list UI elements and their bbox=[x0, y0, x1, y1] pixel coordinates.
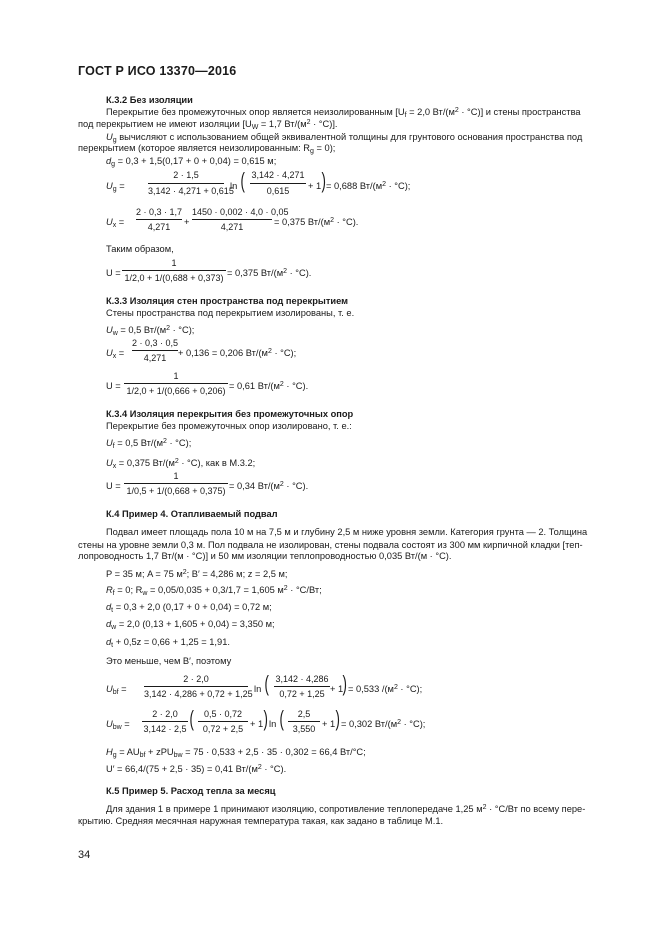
paragraph-line: лопроводность 1,7 Вт/(м · °С)] и 50 мм изоляции теплопроводностью 0,035 Вт/(м · °С). bbox=[78, 551, 452, 561]
ln-operator: ln bbox=[230, 181, 238, 191]
fraction-bar bbox=[132, 350, 178, 351]
formula-line: $d_t + 0,5z = 0,66 + 1,25 = 1,91$. bbox=[106, 637, 230, 649]
fraction-numerator: 3,142 · 4,286 bbox=[275, 674, 329, 684]
formula-ux-lhs: $U_x$ = bbox=[106, 348, 125, 360]
paragraph-line: крытию. Средняя месячная наружная температура такая, как задано в таблице М.1. bbox=[78, 816, 444, 826]
page-number: 34 bbox=[78, 849, 91, 861]
formula-uf: $U_f = 0,5$ $Вт/(м^2 \cdot ^\circ С)$; bbox=[106, 438, 192, 450]
fraction-denominator: 3,550 bbox=[292, 724, 316, 734]
fraction-denominator: 4,271 bbox=[147, 222, 171, 232]
fraction-bar bbox=[142, 721, 188, 722]
paragraph-line: $U_g$ вычисляют с использованием общей эквивалентной толщины для грунтового основания пространства под bbox=[106, 132, 583, 144]
fraction-numerator: 1 bbox=[171, 258, 177, 268]
fraction-numerator: 2 · 1,5 bbox=[173, 170, 199, 180]
formula-dg: $d_g = 0,3 + 1,5(0,17 + 0 + 0,04) = 0,615$ м; bbox=[106, 156, 277, 168]
formula-hg: $H_g = AU_{bf} + zPU_{bw} = 75 \cdot 0,533 + 2,5 \cdot 35 \cdot 0,302 = 66,4$ Вт/°С; bbox=[106, 747, 366, 759]
formula-result: + 0,136 = 0,206 $Вт/(м^2 \cdot ^\circ С)$; bbox=[178, 348, 297, 358]
paragraph-line: Таким образом, bbox=[106, 244, 174, 254]
ln-operator: ln bbox=[254, 684, 262, 694]
fraction-numerator: 1 bbox=[173, 371, 179, 381]
paragraph-line: Это меньше, чем B′, поэтому bbox=[106, 656, 232, 666]
fraction-numerator: 0,5 · 0,72 bbox=[203, 709, 243, 719]
formula-uprime: U′ = 66,4/(75 + 2,5 · 35) = 0,41 $Вт/(м^2 \cdot ^\circ С)$. bbox=[106, 764, 287, 774]
section-heading-k34: К.3.4 Изоляция перекрытия без промежуточных опор bbox=[106, 409, 354, 419]
fraction-numerator: 1450 · 0,002 · 4,0 · 0,05 bbox=[192, 207, 289, 217]
paragraph-line: Стены пространства под перекрытием изолированы, т. е. bbox=[106, 308, 355, 318]
fraction-numerator: 2 · 0,3 · 1,7 bbox=[136, 207, 183, 217]
fraction-bar bbox=[124, 383, 228, 384]
paragraph-line: Подвал имеет площадь пола 10 м на 7,5 м и глубину 2,5 м ниже уровня земли. Категория грунта — 2. Толщина bbox=[106, 527, 588, 537]
plus-one: + 1 bbox=[250, 719, 264, 729]
formula-line: $R_f = 0$; $R_w = 0,05/0,035 + 0,3/1,7 = 1,605$ $м^2 \cdot ^\circ С/Вт$; bbox=[106, 585, 322, 597]
fraction-denominator: 4,271 bbox=[220, 222, 244, 232]
fraction-denominator: 0,72 + 2,5 bbox=[202, 724, 244, 734]
fraction-denominator: 1/2,0 + 1/(0,666 + 0,206) bbox=[126, 386, 226, 396]
fraction-bar bbox=[136, 219, 182, 220]
paren-close: ) bbox=[342, 671, 347, 696]
section-heading-k32: К.3.2 Без изоляции bbox=[106, 95, 193, 105]
paragraph-line: Для здания 1 в примере 1 принимают изоляцию, сопротивление теплопередаче 1,25 $м^2 \cdot ^\circ С/Вт$ по всему пере- bbox=[106, 804, 586, 814]
paragraph-line: стены на уровне земли 0,3 м. Пол подвала не изолирован, стены подвала состоят из 300 мм кирпичной кладки [теп- bbox=[78, 540, 583, 550]
formula-u-lhs: U = bbox=[106, 381, 121, 391]
formula-line: $d_t = 0,3 + 2,0$ (0,17 + 0 + 0,04) = 0,72 м; bbox=[106, 602, 272, 614]
fraction-numerator: 2 · 2,0 bbox=[152, 709, 178, 719]
formula-ug-lhs: $U_g$ = bbox=[106, 181, 125, 193]
plus-sign: + bbox=[184, 217, 190, 227]
fraction-denominator: 4,271 bbox=[143, 353, 167, 363]
paren-close: ) bbox=[321, 168, 326, 193]
fraction-numerator: 3,142 · 4,271 bbox=[251, 170, 305, 180]
fraction-denominator: 0,72 + 1,25 bbox=[279, 689, 325, 699]
paragraph-line: перекрытием (которое является неизолированным: $R_g = 0$); bbox=[78, 143, 336, 155]
formula-u-lhs: U = bbox=[106, 268, 121, 278]
fraction-numerator: 2 · 2,0 bbox=[183, 674, 209, 684]
fraction-denominator: 3,142 · 4,286 + 0,72 + 1,25 bbox=[144, 689, 253, 699]
plus-one: + 1 bbox=[308, 181, 322, 191]
formula-result: = 0,688 $Вт/(м^2 \cdot ^\circ С)$; bbox=[326, 181, 411, 191]
formula-ubw-lhs: $U_{bw}$ = bbox=[106, 719, 130, 731]
fraction-denominator: 0,615 bbox=[266, 186, 290, 196]
formula-result: = 0,61 $Вт/(м^2 \cdot ^\circ С)$. bbox=[229, 381, 309, 391]
fraction-bar bbox=[122, 270, 226, 271]
fraction-denominator: 3,142 · 2,5 bbox=[143, 724, 187, 734]
section-heading-k33: К.3.3 Изоляция стен пространства под перекрытием bbox=[106, 296, 349, 306]
paragraph-line: под перекрытием не имеют изоляции [$U_W = 1,7$ $Вт/(м^2 \cdot ^\circ С)$]. bbox=[78, 119, 338, 131]
fraction-numerator: 1 bbox=[173, 471, 179, 481]
formula-ux-lhs: $U_x$ = bbox=[106, 217, 125, 229]
formula-result: = 0,533 $/(м^2 \cdot ^\circ С)$; bbox=[348, 684, 423, 694]
formula-line: $d_w = 2,0$ (0,13 + 1,605 + 0,04) = 3,350 м; bbox=[106, 619, 275, 631]
formula-ubf-lhs: $U_{bf}$ = bbox=[106, 684, 127, 696]
document-header: ГОСТ Р ИСО 13370—2016 bbox=[78, 64, 237, 78]
formula-result: = 0,302 $Вт/(м^2 \cdot ^\circ С)$; bbox=[341, 719, 426, 729]
paren-close: ) bbox=[335, 706, 340, 731]
paren-open: ( bbox=[264, 671, 269, 696]
paragraph-line: Перекрытие без промежуточных опор является неизолированным [$U_f = 2,0$ $Вт/(м^2 \cdot ^\circ С)$] и стены пространства bbox=[106, 107, 581, 119]
fraction-bar bbox=[288, 721, 320, 722]
ln-operator: ln bbox=[269, 719, 277, 729]
fraction-denominator: 3,142 · 4,271 + 0,615 bbox=[148, 186, 234, 196]
formula-ux: $U_x = 0,375$ $Вт/(м^2 \cdot ^\circ С)$, как в М.3.2; bbox=[106, 458, 256, 470]
section-heading-k4: К.4 Пример 4. Отапливаемый подвал bbox=[106, 509, 278, 519]
paren-close: ) bbox=[263, 706, 268, 731]
fraction-bar bbox=[198, 721, 248, 722]
fraction-numerator: 2 · 0,3 · 0,5 bbox=[132, 338, 179, 348]
formula-result: = 0,375 $Вт/(м^2 \cdot ^\circ С)$. bbox=[274, 217, 359, 227]
paren-open: ( bbox=[240, 168, 245, 193]
fraction-bar bbox=[144, 686, 248, 687]
fraction-denominator: 1/0,5 + 1/(0,668 + 0,375) bbox=[126, 486, 226, 496]
fraction-bar bbox=[192, 219, 272, 220]
formula-u-lhs: U = bbox=[106, 481, 121, 491]
paren-open: ( bbox=[189, 706, 194, 731]
paragraph-line: Перекрытие без промежуточных опор изолировано, т. е.: bbox=[106, 421, 352, 431]
paren-open: ( bbox=[279, 706, 284, 731]
fraction-bar bbox=[274, 686, 330, 687]
fraction-numerator: 2,5 bbox=[297, 709, 311, 719]
plus-one: + 1 bbox=[322, 719, 336, 729]
fraction-bar bbox=[124, 483, 228, 484]
formula-result: = 0,34 $Вт/(м^2 \cdot ^\circ С)$. bbox=[229, 481, 309, 491]
section-heading-k5: К.5 Пример 5. Расход тепла за месяц bbox=[106, 786, 276, 796]
formula-uw: $U_w = 0,5$ $Вт/(м^2 \cdot ^\circ С)$; bbox=[106, 325, 195, 337]
formula-line: P = 35 м; A = 75 $м^2$; B′ = 4,286 м; z = 2,5 м; bbox=[106, 569, 288, 579]
plus-one: + 1 bbox=[330, 684, 344, 694]
formula-result: = 0,375 $Вт/(м^2 \cdot ^\circ С)$. bbox=[227, 268, 312, 278]
fraction-bar bbox=[148, 183, 224, 184]
fraction-bar bbox=[250, 183, 306, 184]
fraction-denominator: 1/2,0 + 1/(0,688 + 0,373) bbox=[124, 273, 224, 283]
